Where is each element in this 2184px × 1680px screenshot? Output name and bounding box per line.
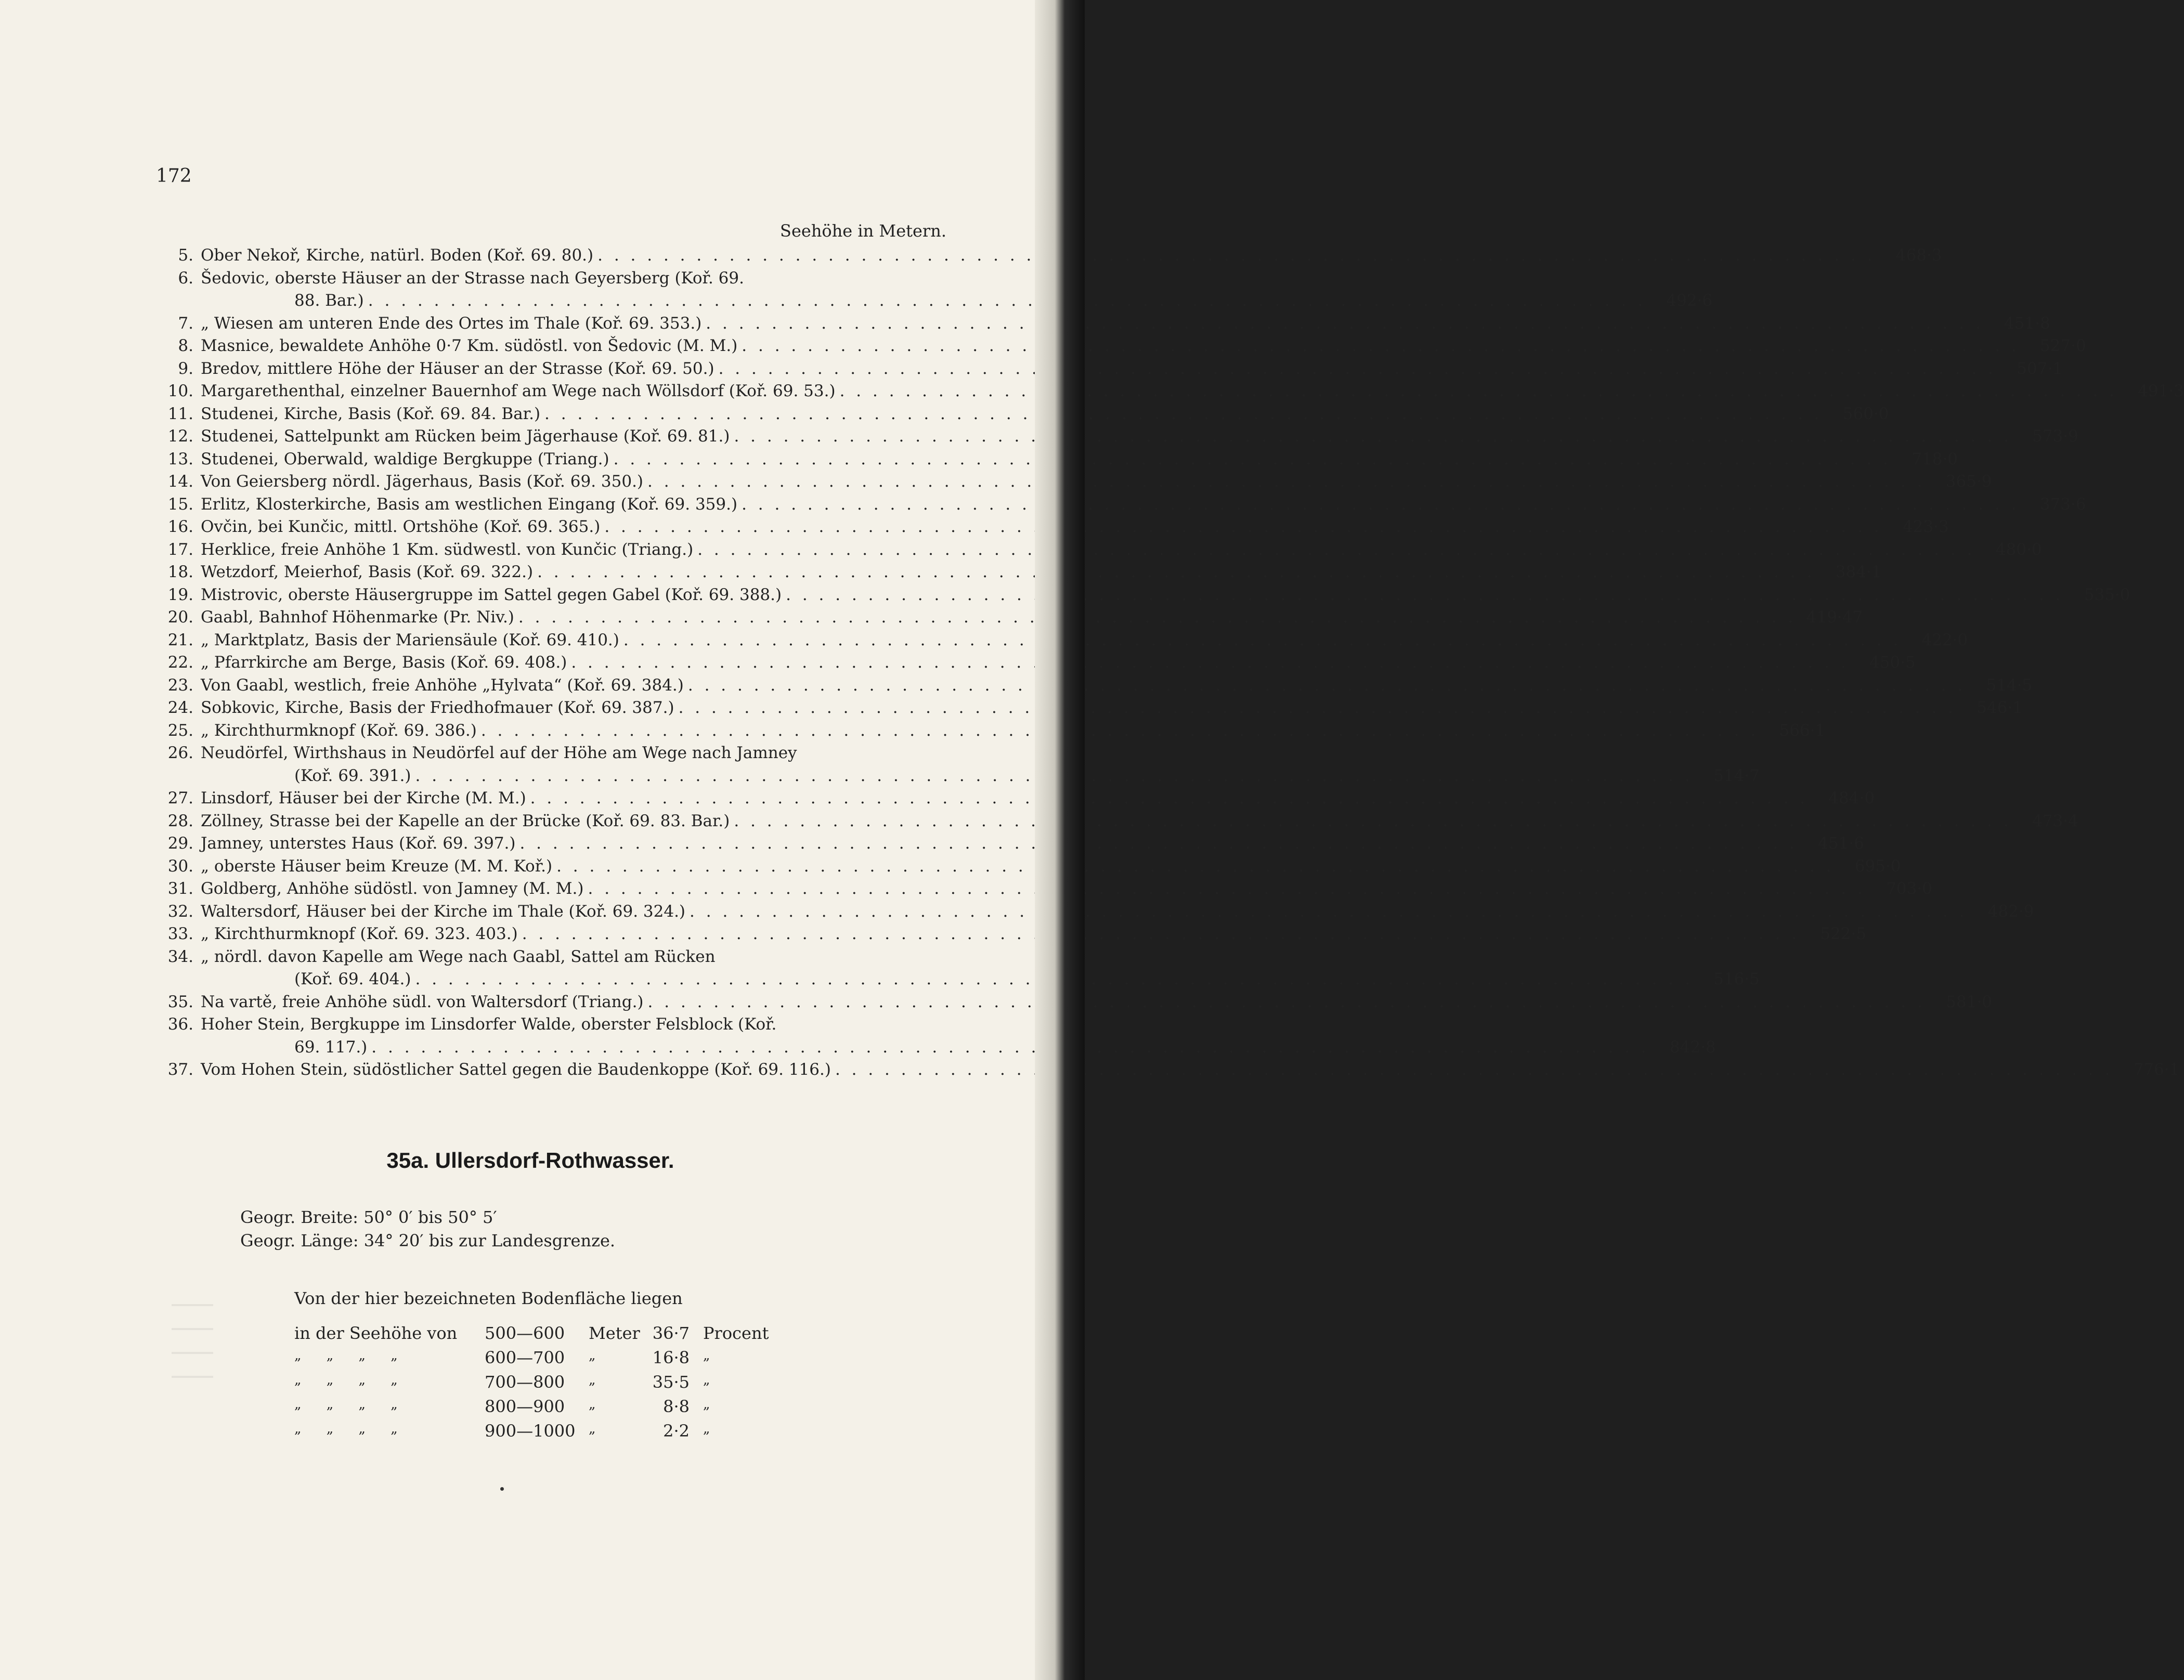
leader-dots bbox=[734, 810, 2011, 833]
entry-text: Neudörfel, Wirthshaus in Neudörfel auf der Höhe am Wege nach Jamney bbox=[201, 744, 797, 762]
entry-line bbox=[201, 335, 2086, 358]
leader-dots bbox=[742, 335, 2019, 358]
entry-text: „ Wiesen am unteren Ende des Ortes im Thale (Koř. 69. 353.) bbox=[201, 314, 702, 333]
leader-dots bbox=[719, 358, 1996, 381]
entry-line bbox=[201, 742, 1760, 765]
elevation-value: 522·5 bbox=[1820, 924, 1867, 943]
list-item bbox=[156, 471, 1992, 493]
dist-prefix: „ „ „ „ bbox=[294, 1421, 398, 1437]
elevation-value: 566·1 bbox=[1779, 721, 1826, 740]
entry-text: Sobkovic, Kirche, Basis der Friedhofmauer (Koř. 69. 387.) bbox=[201, 698, 674, 717]
dist-unit: „ bbox=[589, 1348, 596, 1363]
leader-dots bbox=[556, 855, 1834, 878]
entry-text: Studenei, Oberwald, waldige Bergkuppe (Triang.) bbox=[201, 449, 609, 468]
entry-text: Erlitz, Klosterkirche, Basis am westlichen Eingang (Koř. 69. 359.) bbox=[201, 494, 738, 514]
elevation-value: 718·0 bbox=[1912, 449, 1958, 468]
book-gutter bbox=[1035, 0, 1085, 1680]
entry-number: 33. bbox=[167, 924, 193, 943]
elevation-value: 546·1 bbox=[1977, 698, 2023, 717]
entry-line bbox=[201, 606, 1863, 629]
entry-body bbox=[201, 312, 2050, 335]
entry-text: Gaabl, Bahnhof Höhenmarke (Pr. Niv.) bbox=[201, 608, 514, 627]
list-item bbox=[156, 991, 1992, 1014]
dist-label: „ bbox=[703, 1348, 710, 1363]
section-title: 35a. Ullersdorf-Rothwasser. bbox=[386, 1148, 674, 1173]
dist-percent: 8·8 bbox=[663, 1397, 690, 1416]
list-item bbox=[156, 561, 1882, 584]
leader-dots bbox=[835, 1059, 2113, 1082]
entry-text: Herklice, freie Anhöhe 1 Km. südwestl. von Kunčic (Triang.) bbox=[201, 540, 694, 559]
elevation-value: 776·1 bbox=[2133, 1060, 2180, 1079]
entry-line bbox=[201, 380, 2184, 403]
entry-line bbox=[201, 312, 2050, 335]
entry-line bbox=[201, 697, 2023, 720]
entry-body bbox=[201, 991, 1992, 1014]
entry-body bbox=[201, 1013, 1716, 1059]
entry-body bbox=[201, 606, 1863, 629]
list-item bbox=[156, 855, 1901, 878]
elevation-value: 514·7 bbox=[1713, 766, 1760, 785]
entry-text: Na vartě, freie Anhöhe südl. von Waltersdorf (Triang.) bbox=[201, 992, 644, 1011]
dist-label: Procent bbox=[703, 1323, 769, 1343]
leader-dots bbox=[706, 312, 1983, 335]
entry-number: 6. bbox=[178, 268, 193, 288]
entry-line bbox=[201, 991, 1992, 1014]
leader-dots bbox=[840, 380, 2117, 403]
geo-latitude bbox=[240, 1207, 497, 1227]
leader-dots bbox=[679, 697, 1956, 720]
list-item bbox=[156, 878, 1932, 901]
dist-range: 600—700 bbox=[485, 1348, 565, 1368]
leader-dots bbox=[688, 674, 1966, 697]
leader-dots bbox=[371, 1036, 1649, 1059]
entry-line bbox=[201, 901, 2034, 923]
list-item bbox=[156, 448, 1958, 471]
entry-text: Šedovic, oberste Häuser an der Strasse nach Geyersberg (Koř. 69. bbox=[201, 268, 744, 288]
list-item bbox=[156, 335, 2086, 358]
dist-range: 800—900 bbox=[485, 1397, 565, 1416]
elevation-value: 419·47 bbox=[1806, 608, 1863, 627]
entry-text: Jamney, unterstes Haus (Koř. 69. 397.) bbox=[201, 834, 516, 853]
leader-dots bbox=[697, 539, 1975, 562]
list-item bbox=[156, 787, 1875, 810]
leader-dots bbox=[522, 923, 1800, 946]
entry-number: 25. bbox=[167, 721, 193, 740]
leader-dots bbox=[544, 403, 1822, 426]
leader-dots bbox=[588, 878, 1865, 901]
entry-text: „ Kirchthurmknopf (Koř. 69. 386.) bbox=[201, 721, 477, 740]
entry-line bbox=[201, 425, 2078, 448]
leader-dots bbox=[604, 516, 1882, 539]
entry-text: Goldberg, Anhöhe südöstl. von Jamney (M. M.) bbox=[201, 879, 584, 898]
entry-text: Studenei, Kirche, Basis (Koř. 69. 84. Bar.) bbox=[201, 404, 541, 423]
leader-dots bbox=[614, 448, 1891, 471]
entry-number: 12. bbox=[167, 427, 193, 446]
entry-line bbox=[201, 810, 2078, 833]
entry-number: 5. bbox=[178, 246, 193, 265]
entry-number: 20. bbox=[167, 608, 193, 627]
entry-text: 88. Bar.) bbox=[294, 291, 364, 310]
dist-range: 900—1000 bbox=[485, 1421, 576, 1441]
entry-body bbox=[201, 697, 2023, 720]
list-item bbox=[156, 380, 2184, 403]
bleed-through-marks bbox=[172, 1304, 213, 1398]
list-item bbox=[156, 403, 1889, 426]
entry-text: „ Kirchthurmknopf (Koř. 69. 323. 403.) bbox=[201, 924, 518, 943]
entry-body bbox=[201, 267, 1712, 312]
page-number: 172 bbox=[156, 165, 192, 187]
entry-number: 16. bbox=[167, 517, 193, 536]
entry-body bbox=[201, 493, 2086, 516]
entry-number: 19. bbox=[167, 585, 193, 604]
entry-text: „ Pfarrkirche am Berge, Basis (Koř. 69. 408.) bbox=[201, 653, 567, 672]
entry-line bbox=[201, 539, 2042, 562]
leader-dots bbox=[537, 561, 1815, 584]
entry-number: 34. bbox=[167, 947, 193, 966]
dist-unit: „ bbox=[589, 1372, 596, 1388]
list-item bbox=[156, 810, 2078, 833]
list-item bbox=[156, 697, 2023, 720]
entry-number: 13. bbox=[167, 449, 193, 468]
entry-number: 35. bbox=[167, 992, 193, 1011]
list-item bbox=[156, 742, 1760, 787]
elevation-value: 451·8 bbox=[2004, 314, 2050, 333]
dist-percent: 36·7 bbox=[652, 1323, 690, 1343]
leader-dots bbox=[786, 584, 2063, 607]
elevation-value: 492·6 bbox=[1666, 291, 1713, 310]
list-item bbox=[156, 832, 1864, 855]
entry-number: 26. bbox=[167, 744, 193, 762]
list-item bbox=[156, 493, 2086, 516]
distribution-intro: Von der hier bezeichneten Bodenfläche liegen bbox=[294, 1288, 683, 1308]
entry-text: Wetzdorf, Meierhof, Basis (Koř. 69. 322.) bbox=[201, 563, 534, 581]
list-item bbox=[156, 1013, 1716, 1059]
entry-body bbox=[201, 720, 1825, 743]
entry-body bbox=[201, 1059, 2179, 1082]
entry-number: 30. bbox=[167, 856, 193, 876]
geo-latitude-label: Geogr. Breite: bbox=[240, 1207, 358, 1227]
elevation-value: 560·0 bbox=[1842, 404, 1889, 423]
entry-line bbox=[201, 358, 2063, 381]
leader-dots bbox=[597, 244, 1875, 267]
elevation-value: 516·5 bbox=[1713, 970, 1760, 988]
elevation-value: 468·3 bbox=[1895, 246, 1942, 265]
entry-line bbox=[201, 1059, 2179, 1082]
entry-text: Mistrovic, oberste Häusergruppe im Sattel gegen Gabel (Koř. 69. 388.) bbox=[201, 585, 782, 604]
entry-number: 32. bbox=[167, 902, 193, 921]
entry-body bbox=[201, 584, 2130, 607]
list-item bbox=[156, 652, 1916, 674]
entry-body bbox=[201, 358, 2063, 381]
entry-text: „ oberste Häuser beim Kreuze (M. M. Koř.) bbox=[201, 856, 553, 876]
dist-unit: Meter bbox=[589, 1323, 640, 1343]
list-item bbox=[156, 901, 2034, 923]
entry-text: (Koř. 69. 404.) bbox=[294, 970, 411, 988]
geo-longitude bbox=[240, 1231, 615, 1251]
entry-number: 23. bbox=[167, 675, 193, 695]
list-item bbox=[156, 267, 1713, 312]
entry-text: Bredov, mittlere Höhe der Häuser an der Strasse (Koř. 69. 50.) bbox=[201, 359, 714, 378]
entry-body bbox=[201, 742, 1760, 787]
entry-body bbox=[201, 539, 2042, 562]
entry-line bbox=[201, 720, 1825, 743]
elevation-list bbox=[156, 244, 2184, 1082]
geo-longitude-value: 34° 20′ bis zur Landesgrenze. bbox=[363, 1231, 616, 1251]
entry-line bbox=[201, 1036, 1716, 1059]
dist-unit: „ bbox=[589, 1421, 596, 1437]
entry-text: Masnice, bewaldete Anhöhe 0·7 Km. südöstl. von Šedovic (M. M.) bbox=[201, 336, 738, 355]
entry-text: Zöllney, Strasse bei der Kapelle an der Brücke (Koř. 69. 83. Bar.) bbox=[201, 811, 730, 830]
dist-prefix: „ „ „ „ bbox=[294, 1372, 398, 1388]
entry-text: Vom Hohen Stein, südöstlicher Sattel gegen die Baudenkoppe (Koř. 69. 116.) bbox=[201, 1060, 831, 1079]
list-item bbox=[156, 606, 1863, 629]
entry-body bbox=[201, 674, 2032, 697]
list-item bbox=[156, 425, 2078, 448]
elevation-value: 484·0 bbox=[1828, 789, 1875, 808]
list-item bbox=[156, 629, 1968, 652]
entry-number: 36. bbox=[167, 1015, 193, 1034]
leader-dots bbox=[530, 787, 1808, 810]
list-item bbox=[156, 923, 1867, 946]
dist-prefix: in der Seehöhe von bbox=[294, 1323, 458, 1343]
leader-dots bbox=[742, 493, 2019, 516]
dist-prefix: „ „ „ „ bbox=[294, 1397, 398, 1412]
entry-text: (Koř. 69. 391.) bbox=[294, 766, 411, 785]
entry-number: 31. bbox=[167, 879, 193, 898]
list-item bbox=[156, 358, 2063, 381]
list-item bbox=[156, 674, 2033, 697]
elevation-value: 703·0 bbox=[1886, 879, 1932, 898]
leader-dots bbox=[647, 471, 1925, 493]
entry-line bbox=[201, 584, 2130, 607]
elevation-value: 482·9 bbox=[1987, 902, 2034, 921]
elevation-value: 842·8 bbox=[1669, 1037, 1716, 1057]
unit-header: Seehöhe in Metern. bbox=[780, 221, 946, 241]
entry-number: 22. bbox=[167, 653, 193, 672]
dist-label: „ bbox=[703, 1397, 710, 1412]
entry-line bbox=[201, 832, 1864, 855]
dist-label: „ bbox=[703, 1372, 710, 1388]
entry-line bbox=[201, 1013, 1716, 1036]
leader-dots bbox=[481, 720, 1759, 743]
entry-number: 24. bbox=[167, 698, 193, 717]
entry-number: 15. bbox=[167, 494, 193, 514]
leader-dots bbox=[368, 290, 1646, 312]
entry-text: Studenei, Sattelpunkt am Rücken beim Jägerhause (Koř. 69. 81.) bbox=[201, 427, 730, 446]
leader-dots bbox=[623, 629, 1901, 652]
list-item bbox=[156, 946, 1760, 991]
entry-line bbox=[201, 968, 1760, 991]
entry-number: 8. bbox=[178, 336, 193, 355]
dist-range: 700—800 bbox=[485, 1372, 565, 1392]
elevation-value: 527·0 bbox=[2039, 336, 2086, 355]
elevation-value: 473·4 bbox=[2032, 811, 2078, 830]
elevation-value: 450·5 bbox=[1869, 653, 1916, 672]
entry-line bbox=[201, 493, 2086, 516]
entry-text: Ovčin, bei Kunčic, mittl. Ortshöhe (Koř. 69. 365.) bbox=[201, 517, 601, 536]
entry-text: „ Marktplatz, Basis der Mariensäule (Koř. 69. 410.) bbox=[201, 630, 619, 649]
elevation-value: 422·0 bbox=[1921, 630, 1968, 649]
entry-number: 11. bbox=[167, 404, 193, 423]
entry-text: Waltersdorf, Häuser bei der Kirche im Thale (Koř. 69. 324.) bbox=[201, 902, 686, 921]
entry-body bbox=[201, 380, 2184, 403]
entry-line bbox=[201, 946, 1760, 969]
leader-dots bbox=[690, 901, 1967, 923]
dist-percent: 16·8 bbox=[652, 1348, 690, 1368]
geo-latitude-value: 50° 0′ bis 50° 5′ bbox=[363, 1207, 497, 1227]
entry-number: 27. bbox=[167, 789, 193, 808]
elevation-value: 423·3 bbox=[1902, 517, 1949, 536]
entry-number: 7. bbox=[178, 314, 193, 333]
entry-body bbox=[201, 946, 1760, 991]
entry-body bbox=[201, 335, 2086, 358]
elevation-value: 480·0 bbox=[1995, 540, 2042, 559]
entry-number: 17. bbox=[167, 540, 193, 559]
entry-body bbox=[201, 810, 2078, 833]
entry-number: 10. bbox=[167, 382, 193, 400]
list-item bbox=[156, 1059, 2180, 1082]
elevation-value: 695·0 bbox=[1854, 856, 1901, 876]
entry-number: 14. bbox=[167, 472, 193, 491]
leader-dots bbox=[571, 652, 1849, 674]
entry-number: 37. bbox=[167, 1060, 193, 1079]
leader-dots bbox=[734, 425, 2011, 448]
dist-label: „ bbox=[703, 1421, 710, 1437]
geo-longitude-label: Geogr. Länge: bbox=[240, 1231, 359, 1251]
dist-unit: „ bbox=[589, 1397, 596, 1412]
list-item bbox=[156, 244, 1942, 267]
elevation-value: 365·9 bbox=[1945, 472, 1992, 491]
entry-body bbox=[201, 471, 1992, 493]
elevation-value: 581·0 bbox=[1946, 992, 1992, 1011]
elevation-value: 451·6 bbox=[1818, 834, 1864, 853]
list-item bbox=[156, 312, 2050, 335]
leader-dots bbox=[519, 832, 1797, 855]
entry-number: 29. bbox=[167, 834, 193, 853]
entry-line bbox=[201, 674, 2032, 697]
entry-text: Margarethenthal, einzelner Bauernhof am Wege nach Wöllsdorf (Koř. 69. 53.) bbox=[201, 382, 836, 400]
elevation-value: 573·9 bbox=[2032, 427, 2078, 446]
entry-text: 69. 117.) bbox=[294, 1037, 368, 1057]
leader-dots bbox=[648, 991, 1926, 1014]
ink-speck bbox=[500, 1487, 504, 1491]
dist-range: 500—600 bbox=[485, 1323, 565, 1343]
elevation-value: 491·3 bbox=[2138, 382, 2184, 400]
entry-text: „ nördl. davon Kapelle am Wege nach Gaabl, Sattel am Rücken bbox=[201, 947, 716, 966]
entry-text: Von Geiersberg nördl. Jägerhaus, Basis (Koř. 69. 350.) bbox=[201, 472, 644, 491]
entry-line bbox=[201, 923, 1866, 946]
elevation-value: 373·6 bbox=[2039, 494, 2086, 514]
entry-text: Linsdorf, Häuser bei der Kirche (M. M.) bbox=[201, 789, 526, 808]
elevation-value: 384·1 bbox=[1835, 563, 1882, 581]
elevation-value: 507·1 bbox=[2017, 359, 2063, 378]
elevation-value: 514·5 bbox=[1986, 675, 2033, 695]
entry-number: 9. bbox=[178, 359, 193, 378]
dist-percent: 35·5 bbox=[652, 1372, 690, 1392]
entry-text: Ober Nekoř, Kirche, natürl. Boden (Koř. 69. 80.) bbox=[201, 246, 594, 265]
leader-dots bbox=[518, 606, 1796, 629]
elevation-value: 535·0 bbox=[2084, 585, 2130, 604]
entry-number: 28. bbox=[167, 811, 193, 830]
entry-body bbox=[201, 923, 1866, 946]
entry-line bbox=[201, 471, 1992, 493]
entry-body bbox=[201, 425, 2078, 448]
list-item bbox=[156, 584, 2130, 607]
entry-number: 18. bbox=[167, 563, 193, 581]
dist-prefix: „ „ „ „ bbox=[294, 1348, 398, 1363]
list-item bbox=[156, 720, 1826, 743]
dist-percent: 2·2 bbox=[663, 1421, 690, 1441]
entry-body bbox=[201, 832, 1864, 855]
list-item bbox=[156, 516, 1949, 539]
list-item bbox=[156, 539, 2042, 562]
entry-body bbox=[201, 901, 2034, 923]
entry-line bbox=[201, 267, 1712, 290]
entry-text: Von Gaabl, westlich, freie Anhöhe „Hylvata“ (Koř. 69. 384.) bbox=[201, 675, 684, 695]
entry-line bbox=[201, 290, 1712, 312]
entry-number: 21. bbox=[167, 630, 193, 649]
entry-text: Hoher Stein, Bergkuppe im Linsdorfer Walde, oberster Felsblock (Koř. bbox=[201, 1015, 777, 1034]
entry-line bbox=[201, 765, 1760, 788]
